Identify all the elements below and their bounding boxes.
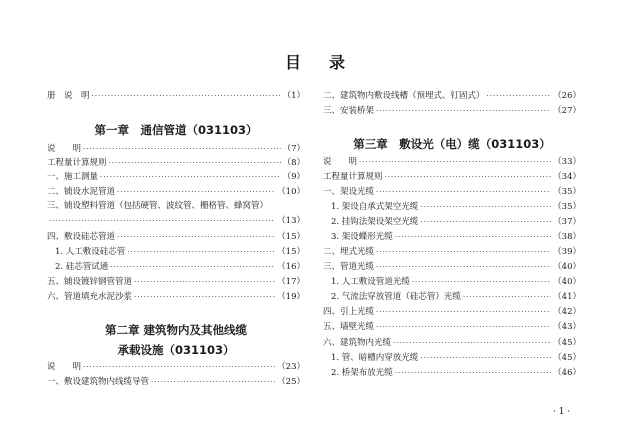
toc-entry[interactable]: 二、铺设水泥管道 ····· （10） [47, 185, 305, 199]
toc-entry[interactable]: 四、敷设硅芯管道 ····· （15） [47, 230, 305, 244]
toc-subentry[interactable]: 2. 桥架布放光缆 ····· （46） [331, 366, 581, 380]
toc-entry[interactable]: 六、管道填充水泥沙浆 ····· （19） [47, 290, 305, 304]
page-number: · 1 · [553, 407, 571, 417]
page-title-part2: 录 [329, 53, 346, 72]
toc-entry[interactable]: 二、埋式光缆 ····· （39） [323, 245, 581, 259]
toc-entry[interactable]: 册 说 明 ····· （1） [47, 89, 305, 103]
page-title [0, 50, 630, 73]
toc-subentry[interactable]: 2. 硅芯管试通 ····· （16） [55, 260, 305, 274]
toc-subentry[interactable]: 2. 挂钩法架设架空光缆 ····· （37） [331, 215, 581, 229]
toc-entry[interactable]: 工程量计算规则 ····· （34） [323, 170, 581, 184]
toc-entry[interactable]: 五、铺设镀锌钢管管道 ····· （17） [47, 275, 305, 289]
toc-subentry[interactable]: 1. 管、暗槽内穿放光缆 ····· （45） [331, 351, 581, 365]
toc-entry[interactable]: 六、建筑物内光缆 ····· （45） [323, 336, 581, 350]
toc-subentry[interactable]: 1. 人工敷设管道光缆 ····· （40） [331, 275, 581, 289]
toc-entry[interactable]: 二、建筑物内敷设线槽（预埋式、钉固式） ····· （26） [323, 89, 581, 103]
toc-entry[interactable]: 说 明 ····· （23） [47, 360, 305, 374]
chapter-heading-line1: 第二章 建筑物内及其他线缆 [104, 323, 247, 337]
toc-entry[interactable]: 四、引上光缆 ····· （42） [323, 305, 581, 319]
toc-entry[interactable]: 一、架设光缆 ····· （35） [323, 185, 581, 199]
toc-entry[interactable]: 五、墙壁光缆 ····· （43） [323, 320, 581, 334]
toc-subentry[interactable]: 3. 架设蝶形光缆 ····· （38） [331, 230, 581, 244]
chapter-heading-line2: 承载设施（031103） [117, 343, 235, 357]
chapter-heading: 第一章 通信管道（031103） [94, 123, 258, 137]
toc-subentry[interactable]: 2. 气流法穿放管道（硅芯管）光缆 ····· （41） [331, 290, 581, 304]
toc-entry[interactable]: 一、敷设建筑物内线缆导管 ····· （25） [47, 375, 305, 389]
toc-subentry[interactable]: 1. 架设自承式架空光缆 ····· （35） [331, 200, 581, 214]
toc-entry-continuation[interactable]: ····· （13） [47, 214, 305, 228]
toc-entry[interactable]: 说 明 ····· （7） [47, 142, 305, 156]
toc-entry[interactable]: 工程量计算规则 ····· （8） [47, 156, 305, 170]
toc-entry[interactable]: 三、安装桥架 ····· （27） [323, 104, 581, 118]
page-title-part1: 目 [284, 53, 301, 72]
toc-entry[interactable]: 三、铺设塑料管道（包括硬管、波纹管、栅格管、蜂窝管） [47, 201, 269, 211]
toc-entry[interactable]: 三、管道光缆 ····· （40） [323, 260, 581, 274]
toc-subentry[interactable]: 1. 人工敷设硅芯管 ····· （15） [55, 245, 305, 259]
toc-entry[interactable]: 说 明 ····· （33） [323, 155, 581, 169]
toc-entry[interactable]: 一、施工测量 ····· （9） [47, 170, 305, 184]
chapter-heading: 第三章 敷设光（电）缆（031103） [353, 137, 551, 151]
